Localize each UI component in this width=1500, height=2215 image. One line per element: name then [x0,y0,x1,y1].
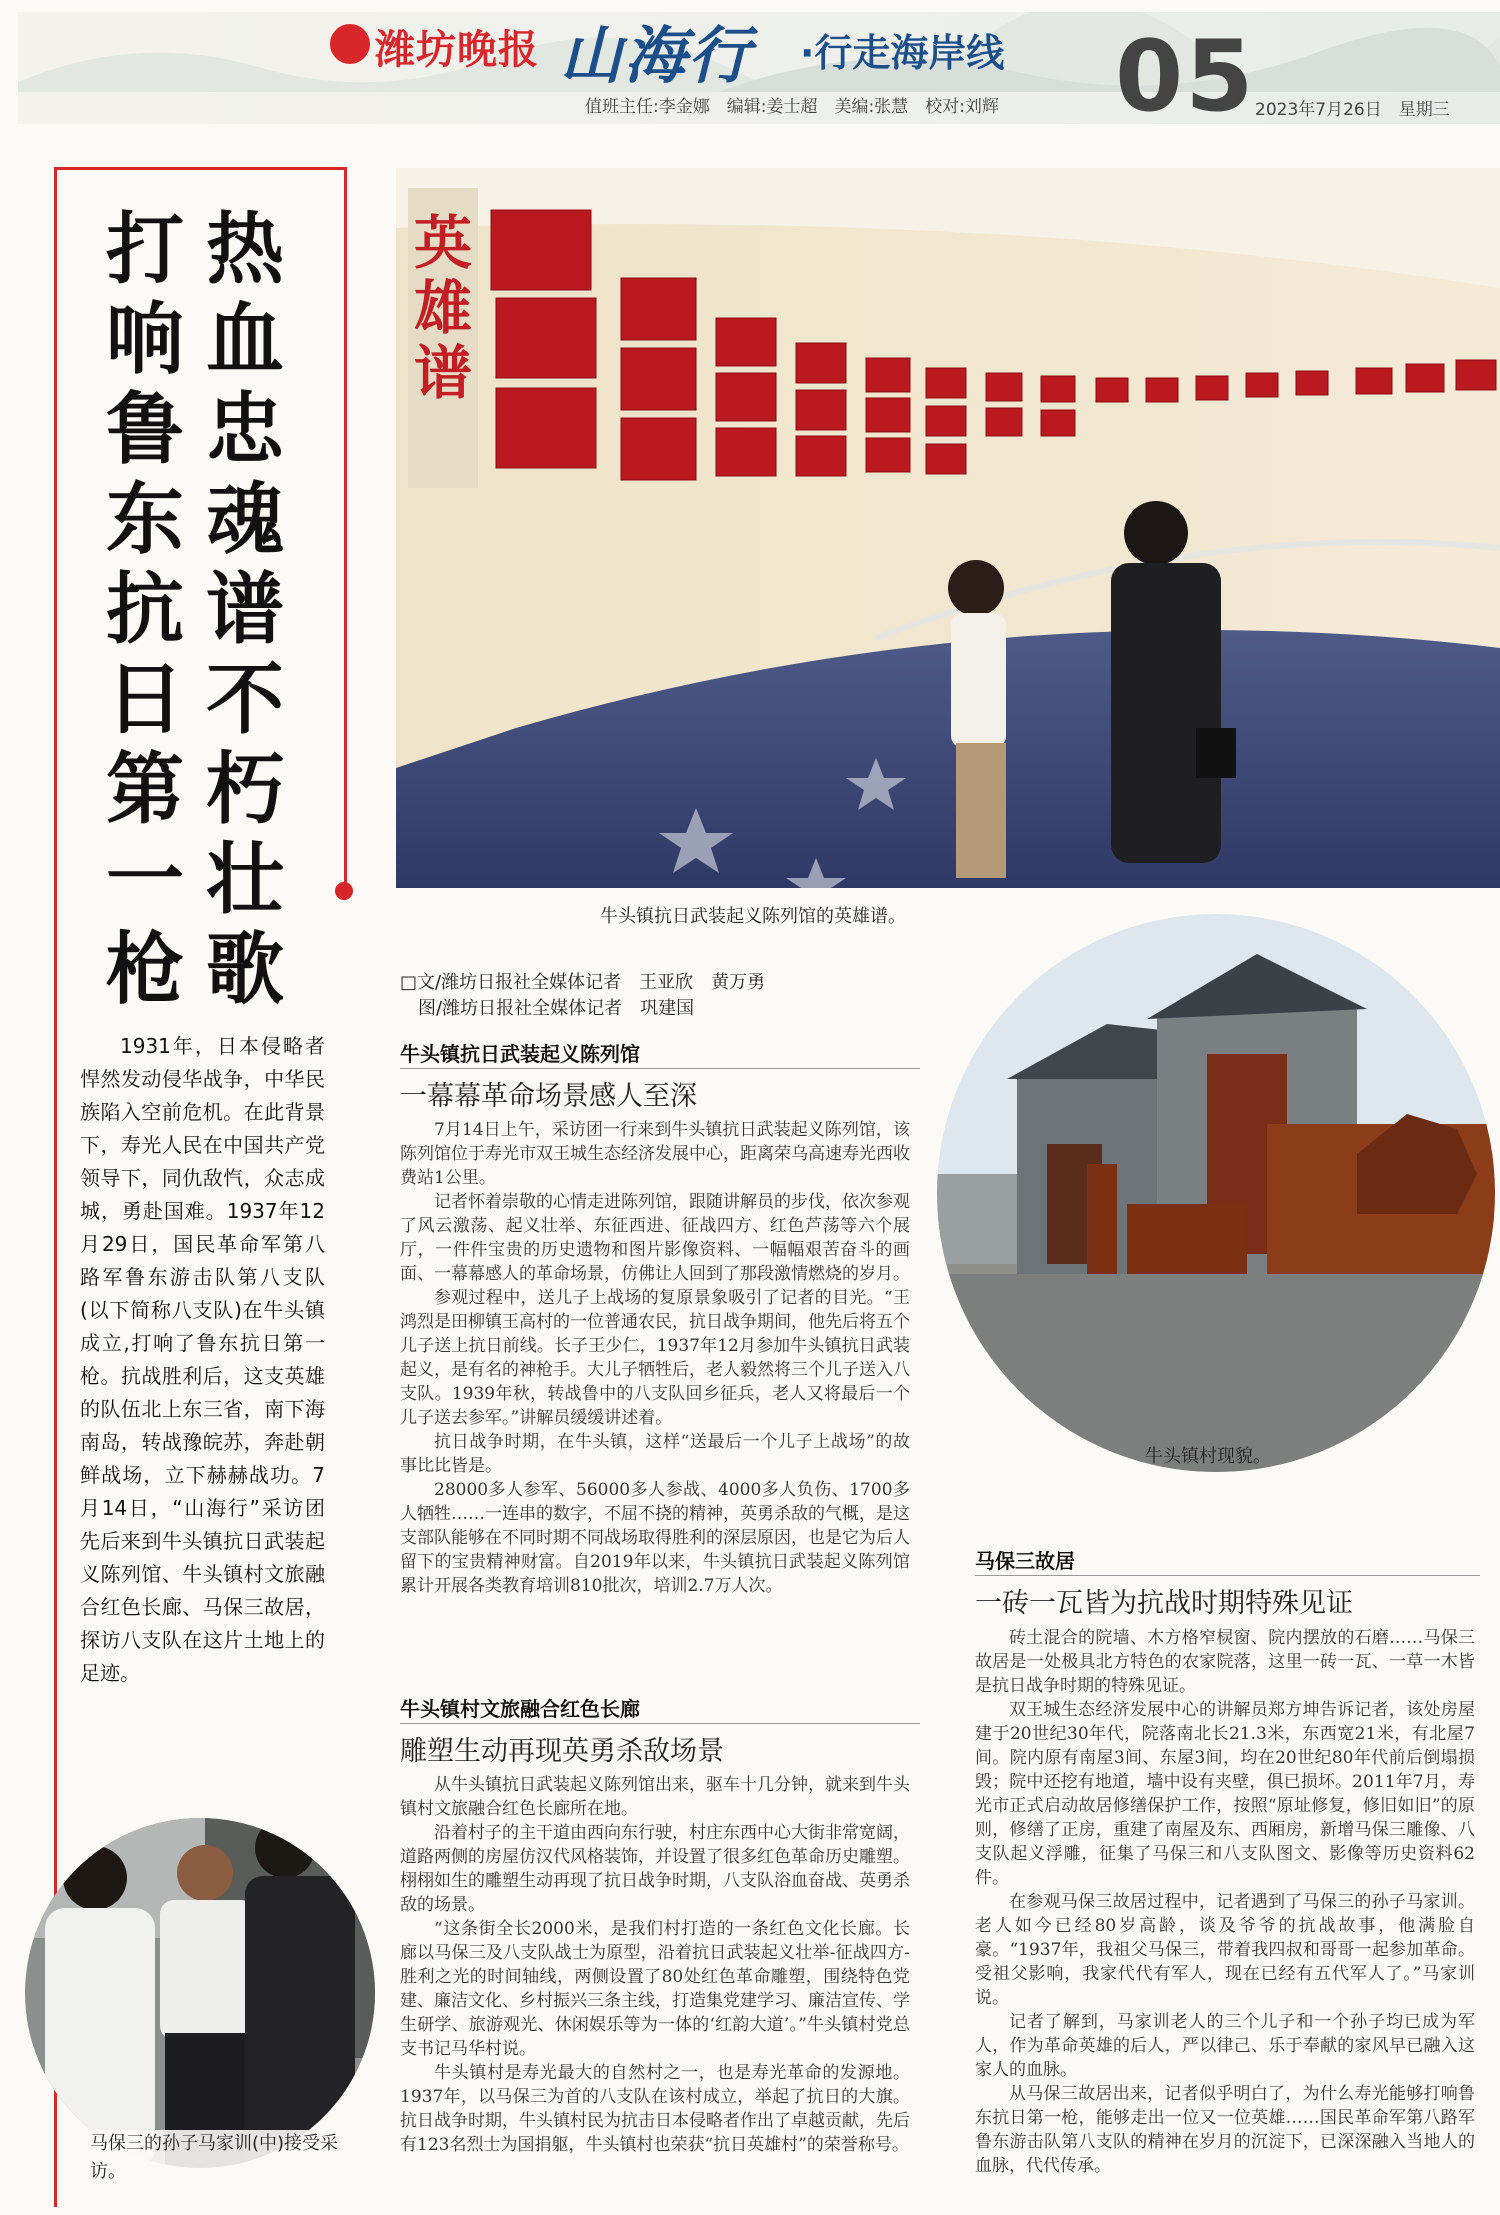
paper-name: 潍坊晚报 [375,27,539,73]
section-3-paragraph: 记者了解到，马家训老人的三个儿子和一个孙子均已成为军人，作为革命英雄的后人，严以律己、乐于奉献的家风早已融入这家人的血脉。 [975,2012,1475,2080]
section-1-title: 一幕幕革命场景感人至深 [400,1081,697,1112]
section-3-rule [975,1575,1480,1576]
page-number: 05 [1115,20,1256,134]
headline-line-1: 热血忠魂谱不朽壮歌 [205,205,284,1015]
byline [400,970,765,1022]
section-2-paragraph: 牛头镇村是寿光最大的自然村之一，也是寿光革命的发源地。1937年，以马保三为首的八支队在该村成立，举起了抗日的大旗。抗日战争时期，牛头镇村民为抗击日本侵略者作出了卓越贡献，先后有123名烈士为国捐躯，牛头镇村也荣获“抗日英雄村”的荣誉称号。 [400,2063,910,2155]
section-1-paragraph: 参观过程中，送儿子上战场的复原景象吸引了记者的目光。“王鸿烈是田柳镇王高村的一位普通农民，抗日战争期间，他先后将五个儿子送上抗日前线。长子王少仁，1937年12月参加牛头镇抗日武装起义，是有名的神枪手。大儿子牺牲后，老人毅然将三个儿子送入八支队。1939年秋，转战鲁中的八支队回乡征兵，老人又将最后一个儿子送去参军。”讲解员缓缓讲述着。 [400,1288,910,1428]
section-3-paragraph: 双王城生态经济发展中心的讲解员郑方坤告诉记者，该处房屋建于20世纪30年代，院落南北长21.3米，东西宽21米，有北屋7间。院内原有南屋3间、东屋3间，均在20世纪80年代前后倒塌损毁；院中还挖有地道，墙中设有夹壁，俱已损坏。2011年7月，寿光市正式启动故居修缮保护工作，按照“原址修复，修旧如旧”的原则，修缮了正房，重建了南屋及东、西厢房，新增马保三雕像、八支队起义浮雕，征集了马保三和八支队图文、影像等历史资料62件。 [975,1700,1475,1888]
interview-photo-caption: 马保三的孙子马家训(中)接受采访。 [90,2130,340,2186]
headline-frame-top [54,167,347,170]
hall-photo-caption: 牛头镇抗日武装起义陈列馆的英雄谱。 [600,906,906,927]
headline-line-2: 打响鲁东抗日第一枪 [105,205,184,1015]
section-1-rule [400,1068,920,1069]
section-3-title: 一砖一瓦皆为抗战时期特殊见证 [975,1588,1353,1619]
column-subtitle: ·行走海岸线 [800,31,1005,75]
section-3-paragraph: 砖土混合的院墙、木方格窄棂窗、院内摆放的石磨……马保三故居是一处极具北方特色的农家院落，这里一砖一瓦、一草一木皆是抗日战争时期的特殊见证。 [975,1628,1475,1696]
editor-credits: 值班主任:李金娜 编辑:姜士超 美编:张慧 校对:刘辉 [585,97,999,117]
paper-logo-icon [330,24,370,64]
section-2-label: 牛头镇村文旅融合红色长廊 [400,1697,640,1721]
section-3-paragraph: 在参观马保三故居过程中，记者遇到了马保三的孙子马家训。老人如今已经80岁高龄，谈及爷爷的抗战故事，他满脸自豪。“1937年，我祖父马保三，带着我四叔和哥哥一起参加革命。受祖父影响，我家代代有军人，现在已经有五代军人了。”马家训说。 [975,1892,1475,2008]
issue-date: 2023年7月26日 星期三 [1255,100,1450,120]
section-2-paragraph: “这条街全长2000米，是我们村打造的一条红色文化长廊。长廊以马保三及八支队战士为原型，沿着抗日武装起义壮举-征战四方-胜利之光的时间轴线，两侧设置了80处红色革命雕塑，围绕特色党建、廉洁文化、乡村振兴三条主线，打造集党建学习、廉洁宣传、学生研学、旅游观光、休闲娱乐等为一体的‘红韵大道’。”牛头镇村党总支书记马华村说。 [400,1919,910,2059]
hero-wall-char-2: 雄 [413,274,473,342]
village-photo [937,914,1495,1472]
intro-paragraph: 1931年，日本侵略者悍然发动侵华战争，中华民族陷入空前危机。在此背景下，寿光人民在中国共产党领导下，同仇敌忾，众志成城，勇赴国难。1937年12月29日，国民革命军第八路军鲁东游击队第八支队(以下简称八支队)在牛头镇成立,打响了鲁东抗日第一枪。抗战胜利后，这支英雄的队伍北上东三省，南下海南岛，转战豫皖苏，奔赴朝鲜战场，立下赫赫战功。7月14日，“山海行”采访团先后来到牛头镇抗日武装起义陈列馆、牛头镇村文旅融合红色长廊、马保三故居，探访八支队在这片土地上的足迹。 [80,1034,325,1685]
mountain-decoration [18,12,1500,92]
headline-frame-right [344,167,347,887]
section-1-paragraph: 28000多人参军、56000多人参战、4000多人负伤、1700多人牺牲……一连串的数字，不屈不挠的精神，英勇杀敌的气概，是这支部队能够在不同时期不同战场取得胜利的深层原因，也是它为后人留下的宝贵精神财富。自2019年以来，牛头镇抗日武装起义陈列馆累计开展各类教育培训810批次，培训2.7万人次。 [400,1480,910,1596]
column-title: 山海行 [560,19,753,92]
section-1-paragraph: 抗日战争时期，在牛头镇，这样“送最后一个儿子上战场”的故事比比皆是。 [400,1432,910,1476]
section-1-label: 牛头镇抗日武装起义陈列馆 [400,1042,640,1066]
exhibition-hall-photo [396,168,1500,888]
section-1-paragraph: 7月14日上午，采访团一行来到牛头镇抗日武装起义陈列馆，该陈列馆位于寿光市双王城生态经济发展中心，距离荣乌高速寿光西收费站1公里。 [400,1120,910,1188]
byline-text: □文/潍坊日报社全媒体记者 王亚欣 黄万勇 [400,972,766,993]
interview-photo [25,1818,375,2168]
section-1-paragraph: 记者怀着崇敬的心情走进陈列馆，跟随讲解员的步伐，依次参观了风云激荡、起义壮举、东征西进、征战四方、红色芦荡等六个展厅，一件件宝贵的历史遗物和图片影像资料、一幅幅艰苦奋斗的画面、一幕幕感人的革命场景，仿佛让人回到了那段激情燃烧的岁月。 [400,1192,910,1284]
section-3-paragraph: 从马保三故居出来，记者似乎明白了，为什么寿光能够打响鲁东抗日第一枪，能够走出一位又一位英雄……国民革命军第八路军鲁东游击队第八支队的精神在岁月的沉淀下，已深深融入当地人的血脉，代代传承。 [975,2084,1475,2176]
section-2-body [400,1773,910,2157]
section-2-paragraph: 从牛头镇抗日武装起义陈列馆出来，驱车十几分钟，就来到牛头镇村文旅融合红色长廊所在地。 [400,1775,910,1819]
section-3-body [975,1626,1475,2178]
section-2-title: 雕塑生动再现英勇杀敌场景 [400,1736,724,1767]
section-2-paragraph: 沿着村子的主干道由西向东行驶，村庄东西中心大街非常宽阔，道路两侧的房屋仿汉代风格装饰，并设置了很多红色革命历史雕塑。栩栩如生的雕塑生动再现了抗日战争时期，八支队浴血奋战、英勇杀敌的场景。 [400,1823,910,1915]
hero-wall-char-3: 谱 [413,339,473,407]
headline-frame-dot [335,882,353,900]
section-1-body [400,1118,910,1598]
section-3-label: 马保三故居 [975,1549,1075,1573]
section-2-rule [400,1723,920,1724]
hero-wall-char-1: 英 [413,209,473,277]
byline-photo: 图/潍坊日报社全媒体记者 巩建国 [418,998,695,1019]
village-photo-caption: 牛头镇村现貌。 [1145,1446,1271,1467]
